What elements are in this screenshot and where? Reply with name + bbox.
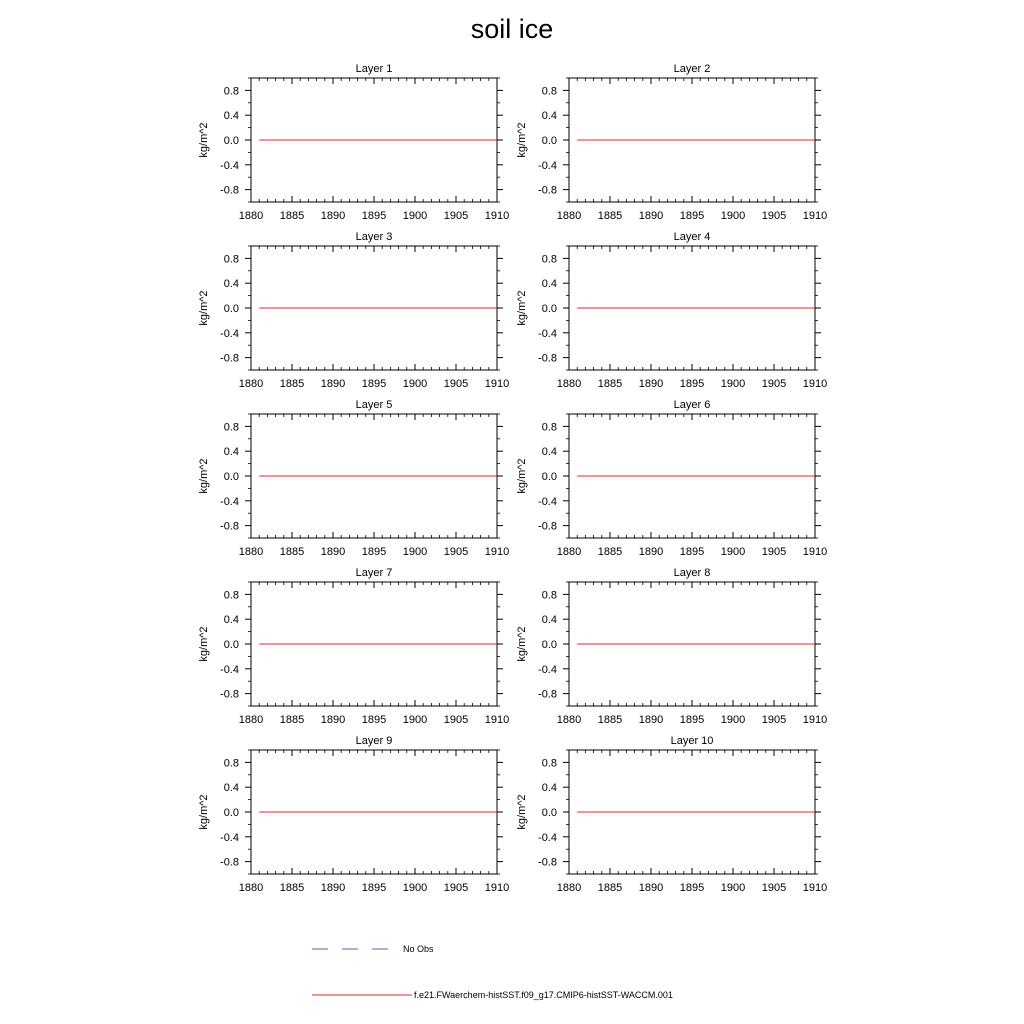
x-tick-label: 1905 <box>443 378 469 390</box>
x-tick-label: 1910 <box>484 882 510 894</box>
panel-title: Layer 6 <box>673 399 711 411</box>
y-axis-label: kg/m^2 <box>198 458 210 494</box>
y-tick-label: 0.8 <box>223 421 239 434</box>
y-axis-label: kg/m^2 <box>198 626 210 662</box>
y-tick-label: 0.0 <box>541 135 557 147</box>
x-tick-label: 1885 <box>279 882 305 894</box>
x-tick-label: 1905 <box>443 882 469 894</box>
y-tick-label: -0.4 <box>538 327 557 340</box>
y-axis-label: kg/m^2 <box>516 122 528 158</box>
x-tick-label: 1910 <box>484 378 510 390</box>
x-tick-label: 1900 <box>402 714 428 726</box>
y-tick-label: -0.8 <box>538 688 557 701</box>
x-tick-label: 1900 <box>720 714 746 726</box>
panel-title: Layer 1 <box>355 63 393 75</box>
x-tick-label: 1895 <box>361 546 387 558</box>
legend-model-label: f.e21.FWaerchem-histSST.f09_g17.CMIP6-histSST-WACCM.001 <box>414 990 673 1000</box>
y-tick-label: 0.4 <box>541 278 557 291</box>
y-tick-label: 0.8 <box>541 589 557 602</box>
y-tick-label: -0.8 <box>538 520 557 533</box>
y-tick-label: 0.8 <box>223 589 239 602</box>
x-tick-label: 1895 <box>679 210 705 222</box>
y-tick-label: 0.4 <box>541 614 557 627</box>
x-tick-label: 1910 <box>802 210 828 222</box>
x-tick-label: 1910 <box>802 378 828 390</box>
x-tick-label: 1910 <box>802 714 828 726</box>
x-tick-label: 1890 <box>638 714 664 726</box>
x-tick-label: 1880 <box>238 546 264 558</box>
y-tick-label: 0.4 <box>541 110 557 123</box>
y-tick-label: 0.4 <box>541 446 557 459</box>
y-tick-label: 0.0 <box>541 471 557 483</box>
x-tick-label: 1905 <box>443 210 469 222</box>
x-tick-label: 1905 <box>761 210 787 222</box>
y-tick-label: 0.0 <box>541 807 557 819</box>
x-tick-label: 1885 <box>279 378 305 390</box>
layer-panel-2 <box>516 63 827 222</box>
layer-panel-9 <box>198 735 509 894</box>
y-tick-label: -0.4 <box>220 495 239 508</box>
x-tick-label: 1890 <box>638 882 664 894</box>
x-tick-label: 1885 <box>597 378 623 390</box>
x-tick-label: 1885 <box>597 210 623 222</box>
y-tick-label: -0.4 <box>538 663 557 676</box>
x-tick-label: 1900 <box>720 546 746 558</box>
x-tick-label: 1880 <box>556 546 582 558</box>
legend-obs-label: No Obs <box>403 944 434 954</box>
x-tick-label: 1890 <box>320 882 346 894</box>
layer-panel-6 <box>516 399 827 558</box>
x-tick-label: 1890 <box>320 546 346 558</box>
panel-title: Layer 7 <box>355 567 393 579</box>
panel-title: Layer 9 <box>355 735 393 747</box>
x-tick-label: 1895 <box>679 882 705 894</box>
x-tick-label: 1890 <box>320 378 346 390</box>
y-axis-label: kg/m^2 <box>198 290 210 326</box>
x-tick-label: 1910 <box>484 546 510 558</box>
x-tick-label: 1905 <box>761 882 787 894</box>
x-tick-label: 1895 <box>361 882 387 894</box>
y-tick-label: 0.8 <box>223 85 239 98</box>
y-tick-label: -0.8 <box>538 352 557 365</box>
y-tick-label: 0.4 <box>223 110 239 123</box>
x-tick-label: 1895 <box>361 210 387 222</box>
x-tick-label: 1910 <box>484 714 510 726</box>
y-axis-label: kg/m^2 <box>198 122 210 158</box>
y-tick-label: 0.4 <box>223 446 239 459</box>
y-tick-label: 0.0 <box>223 303 239 315</box>
y-tick-label: -0.8 <box>220 352 239 365</box>
page-title: soil ice <box>470 14 554 44</box>
y-tick-label: 0.8 <box>223 757 239 770</box>
x-tick-label: 1900 <box>402 378 428 390</box>
x-tick-label: 1880 <box>238 882 264 894</box>
y-tick-label: -0.4 <box>538 495 557 508</box>
x-tick-label: 1880 <box>556 378 582 390</box>
layer-panel-10 <box>516 735 827 894</box>
y-tick-label: 0.8 <box>541 85 557 98</box>
panel-title: Layer 5 <box>355 399 393 411</box>
x-tick-label: 1890 <box>638 378 664 390</box>
x-tick-label: 1890 <box>638 546 664 558</box>
panel-title: Layer 2 <box>673 63 711 75</box>
y-tick-label: -0.8 <box>538 856 557 869</box>
x-tick-label: 1885 <box>279 714 305 726</box>
panel-title: Layer 10 <box>670 735 714 747</box>
y-tick-label: -0.4 <box>220 831 239 844</box>
x-tick-label: 1900 <box>402 210 428 222</box>
x-tick-label: 1895 <box>361 714 387 726</box>
x-tick-label: 1880 <box>556 882 582 894</box>
panel-title: Layer 4 <box>673 231 711 243</box>
x-tick-label: 1895 <box>361 378 387 390</box>
y-tick-label: 0.0 <box>541 639 557 651</box>
x-tick-label: 1880 <box>556 714 582 726</box>
x-tick-label: 1905 <box>443 546 469 558</box>
layer-panel-3 <box>198 231 509 390</box>
y-tick-label: -0.8 <box>220 184 239 197</box>
x-tick-label: 1905 <box>761 378 787 390</box>
x-tick-label: 1885 <box>597 882 623 894</box>
y-tick-label: 0.0 <box>223 471 239 483</box>
x-tick-label: 1880 <box>238 210 264 222</box>
x-tick-label: 1910 <box>802 546 828 558</box>
x-tick-label: 1895 <box>679 714 705 726</box>
y-tick-label: 0.4 <box>223 278 239 291</box>
x-tick-label: 1890 <box>320 210 346 222</box>
y-tick-label: 0.4 <box>223 614 239 627</box>
x-tick-label: 1885 <box>279 546 305 558</box>
x-tick-label: 1885 <box>279 210 305 222</box>
x-tick-label: 1890 <box>638 210 664 222</box>
y-axis-label: kg/m^2 <box>516 458 528 494</box>
y-tick-label: 0.0 <box>223 639 239 651</box>
layer-panel-7 <box>198 567 509 726</box>
y-tick-label: -0.4 <box>538 831 557 844</box>
y-tick-label: 0.0 <box>223 807 239 819</box>
y-axis-label: kg/m^2 <box>516 626 528 662</box>
y-tick-label: 0.0 <box>541 303 557 315</box>
x-tick-label: 1905 <box>443 714 469 726</box>
y-axis-label: kg/m^2 <box>516 290 528 326</box>
y-tick-label: -0.4 <box>220 159 239 172</box>
y-axis-label: kg/m^2 <box>516 794 528 830</box>
x-tick-label: 1900 <box>720 210 746 222</box>
y-axis-label: kg/m^2 <box>198 794 210 830</box>
x-tick-label: 1890 <box>320 714 346 726</box>
x-tick-label: 1900 <box>720 882 746 894</box>
x-tick-label: 1900 <box>402 546 428 558</box>
y-tick-label: 0.4 <box>541 782 557 795</box>
y-tick-label: -0.8 <box>220 688 239 701</box>
y-tick-label: -0.8 <box>220 856 239 869</box>
x-tick-label: 1885 <box>597 714 623 726</box>
x-tick-label: 1910 <box>802 882 828 894</box>
y-tick-label: 0.8 <box>223 253 239 266</box>
y-tick-label: -0.4 <box>220 327 239 340</box>
layer-panel-1 <box>198 63 509 222</box>
panel-title: Layer 3 <box>355 231 393 243</box>
x-tick-label: 1880 <box>238 378 264 390</box>
x-tick-label: 1895 <box>679 546 705 558</box>
y-tick-label: 0.4 <box>223 782 239 795</box>
y-tick-label: -0.4 <box>220 663 239 676</box>
y-tick-label: -0.4 <box>538 159 557 172</box>
x-tick-label: 1885 <box>597 546 623 558</box>
x-tick-label: 1880 <box>556 210 582 222</box>
y-tick-label: 0.8 <box>541 757 557 770</box>
x-tick-label: 1900 <box>720 378 746 390</box>
x-tick-label: 1910 <box>484 210 510 222</box>
y-tick-label: 0.8 <box>541 253 557 266</box>
y-tick-label: -0.8 <box>538 184 557 197</box>
y-tick-label: 0.0 <box>223 135 239 147</box>
x-tick-label: 1905 <box>761 546 787 558</box>
panel-title: Layer 8 <box>673 567 711 579</box>
x-tick-label: 1880 <box>238 714 264 726</box>
x-tick-label: 1895 <box>679 378 705 390</box>
layer-panel-8 <box>516 567 827 726</box>
x-tick-label: 1905 <box>761 714 787 726</box>
y-tick-label: -0.8 <box>220 520 239 533</box>
y-tick-label: 0.8 <box>541 421 557 434</box>
layer-panel-5 <box>198 399 509 558</box>
layer-panel-4 <box>516 231 827 390</box>
x-tick-label: 1900 <box>402 882 428 894</box>
